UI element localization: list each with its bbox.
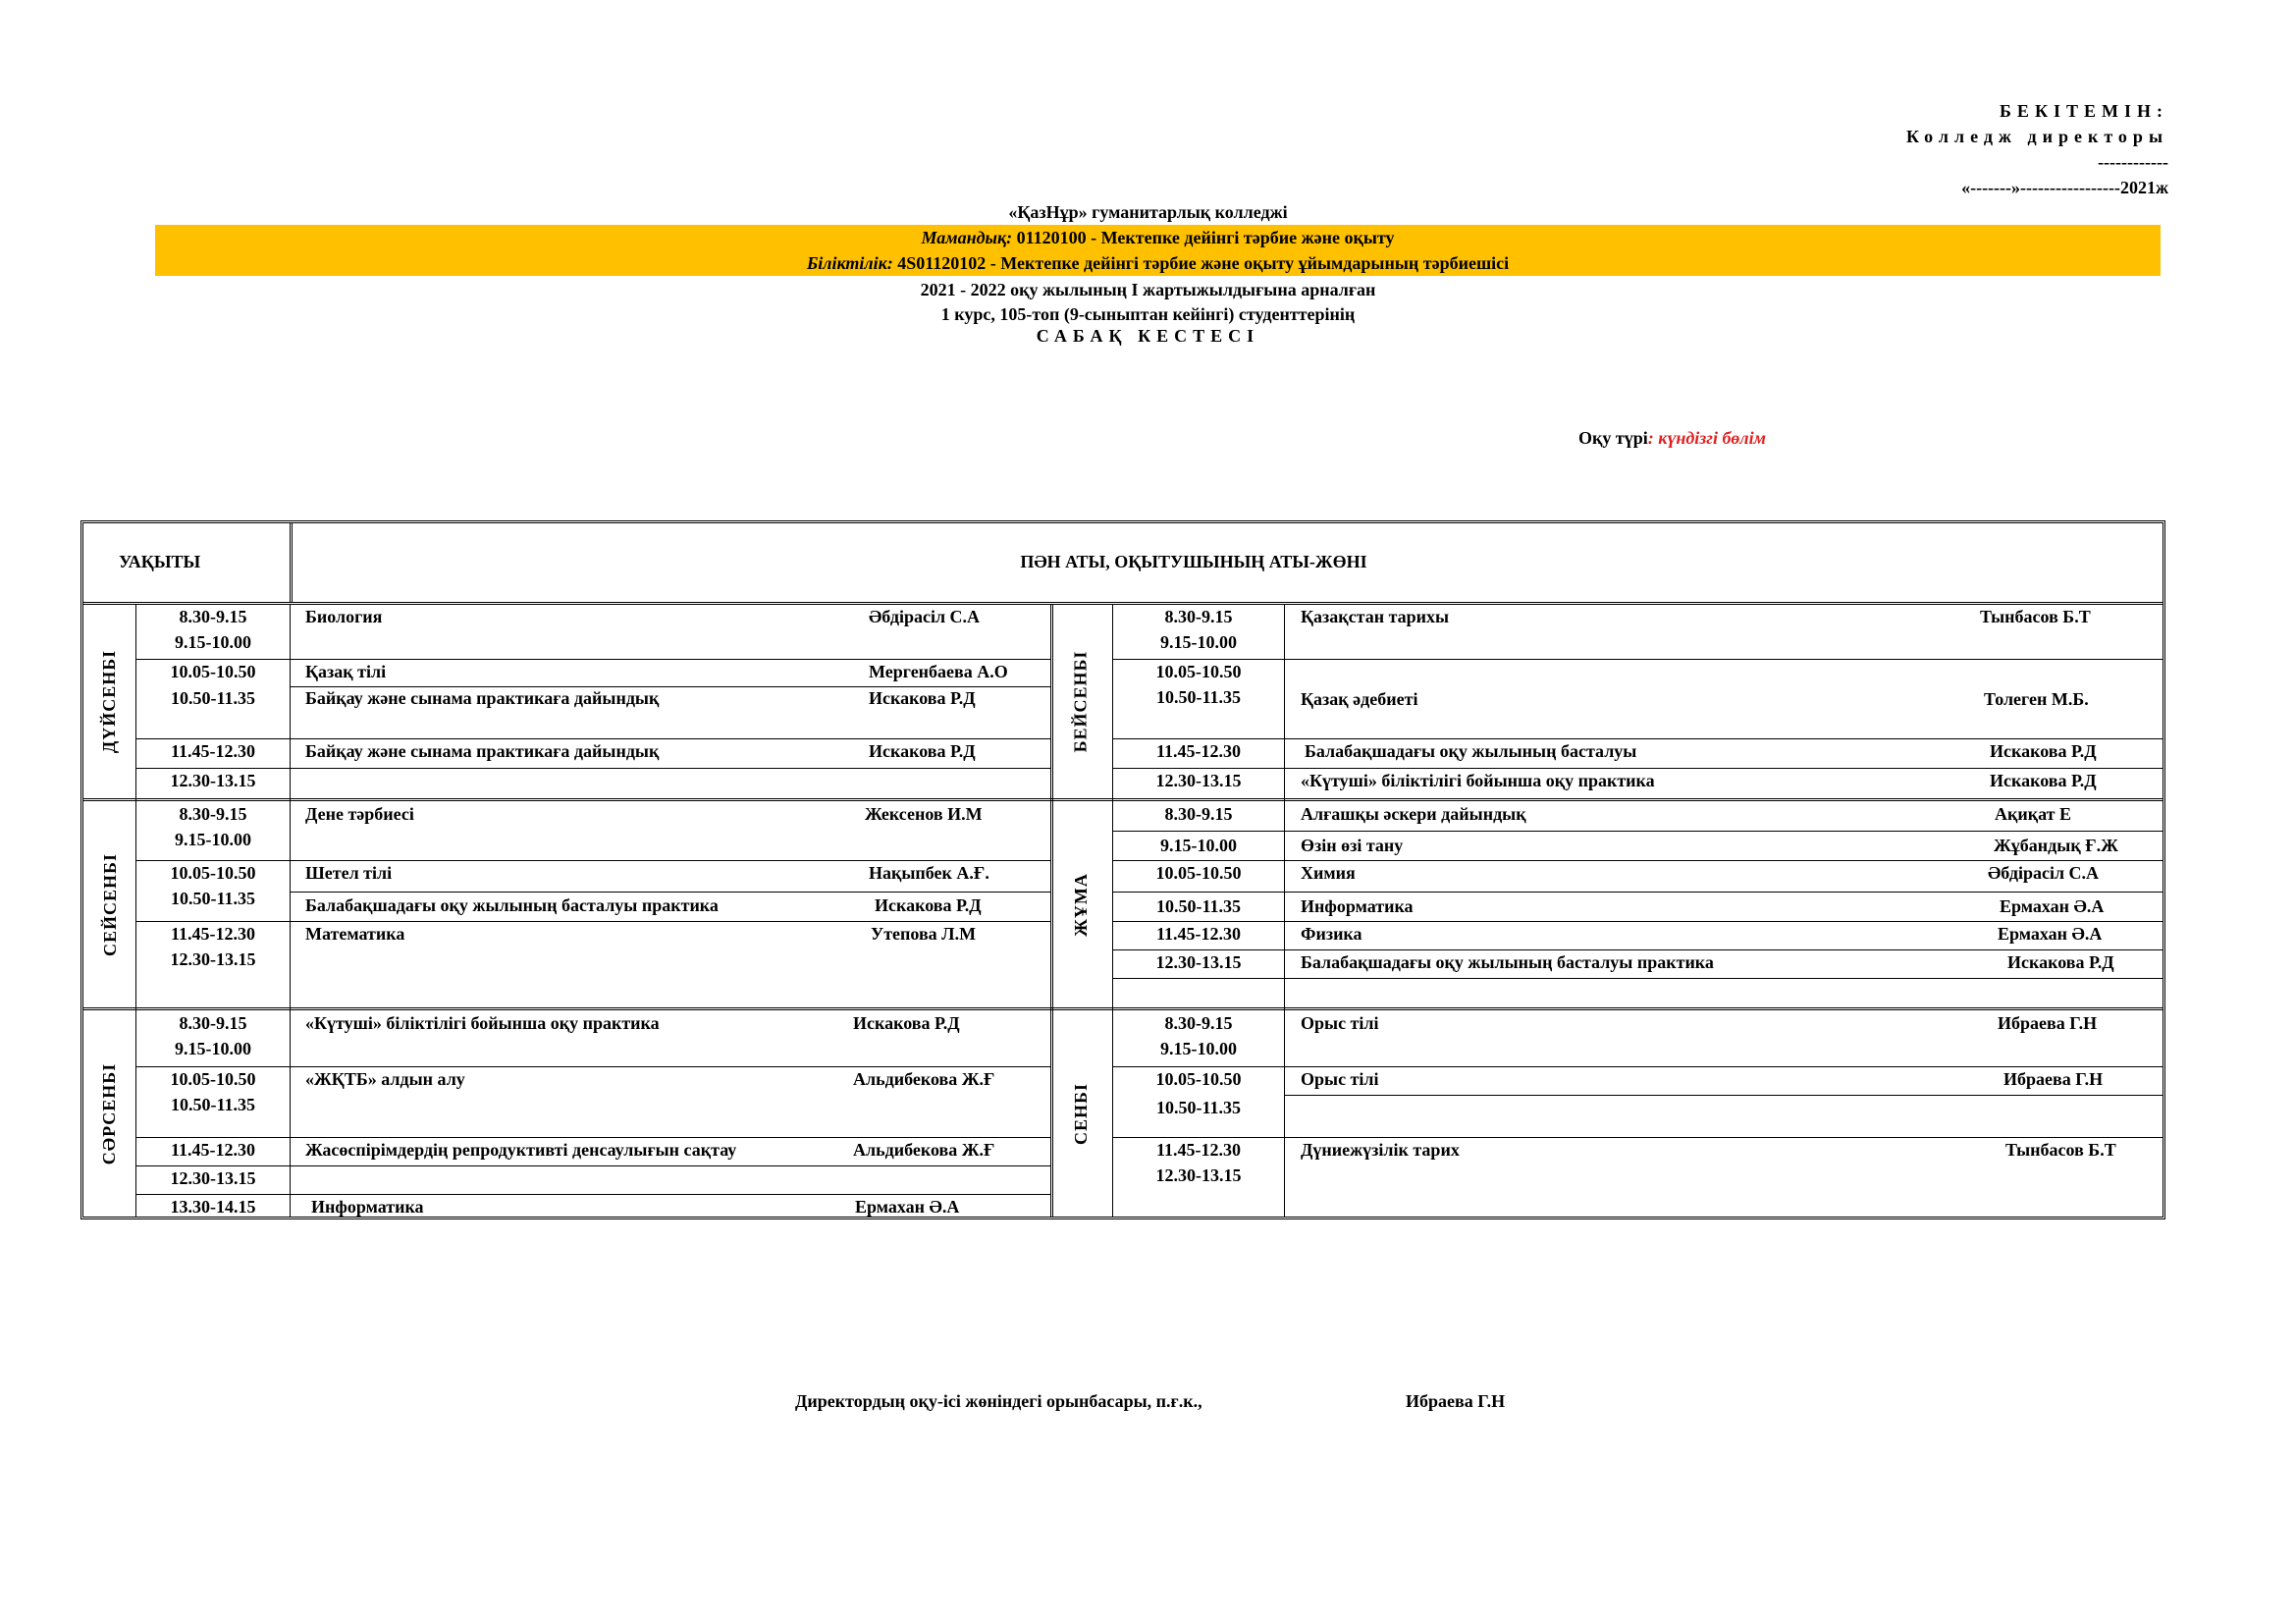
time-slot: 11.45-12.30 — [1155, 1140, 1241, 1160]
college-name: «ҚазНұр» гуманитарлық колледжі — [1008, 202, 1288, 222]
teacher-name: Ермахан Ә.А — [1998, 924, 2103, 944]
day-label-saturday-text: СЕНБІ — [1070, 1082, 1091, 1145]
time-slot: 11.45-12.30 — [170, 1140, 255, 1160]
study-form-label: Оқу түрі — [1578, 428, 1648, 448]
teacher-name: Толеген М.Б. — [1984, 689, 2089, 709]
time-slot: 9.15-10.00 — [175, 1039, 251, 1058]
day-label-tuesday — [86, 801, 133, 1007]
time-slot: 10.05-10.50 — [1155, 863, 1242, 883]
time-slot: 8.30-9.15 — [1164, 1013, 1233, 1033]
teacher-name: Альдибекова Ж.Ғ — [853, 1069, 995, 1089]
time-slot: 12.30-13.15 — [1155, 771, 1242, 790]
subject-name: Информатика — [1301, 896, 1414, 916]
subject-name: Информатика — [311, 1197, 424, 1217]
time-col-line-left — [290, 604, 291, 1217]
subject-name: Дүниежүзілік тарих — [1301, 1140, 1460, 1160]
time-slot: 10.05-10.50 — [1155, 1069, 1242, 1089]
time-slot: 10.50-11.35 — [1155, 896, 1241, 916]
subject-name: Қазақ әдебиеті — [1301, 689, 1418, 709]
time-slot: 9.15-10.00 — [1160, 632, 1237, 652]
approval-signature-line: ------------ — [2098, 152, 2168, 172]
day-label-monday — [86, 604, 133, 798]
time-slot: 10.05-10.50 — [170, 662, 256, 681]
time-col-line-right — [1284, 604, 1285, 1217]
teacher-name: Искакова Р.Д — [2007, 952, 2114, 972]
teacher-name: Утепова Л.М — [871, 924, 977, 944]
time-slot: 9.15-10.00 — [175, 632, 251, 652]
study-form — [1578, 428, 1766, 449]
subject-name: Жасөспірімдердің репродуктивті денсаулығын сақтау — [305, 1140, 737, 1160]
time-slot: 8.30-9.15 — [179, 1013, 247, 1033]
day-label-friday-text: ЖҰМА — [1070, 872, 1091, 937]
teacher-name: Нақыпбек А.Ғ. — [869, 863, 989, 883]
subject-name: Балабақшадағы оқу жылының басталуы — [1305, 741, 1637, 761]
teacher-name: Искакова Р.Д — [853, 1013, 960, 1033]
header-subject: ПӘН АТЫ, ОҚЫТУШЫНЫҢ АТЫ-ЖӨНІ — [1020, 552, 1367, 571]
time-slot: 11.45-12.30 — [1155, 924, 1241, 944]
row-line — [1284, 1095, 2163, 1096]
subject-name: Қазақстан тарихы — [1301, 607, 1450, 626]
teacher-name: Альдибекова Ж.Ғ — [853, 1140, 995, 1160]
teacher-name: Әбдірасіл С.А — [1988, 863, 2100, 883]
subject-name: Байқау және сынама практикаға дайындық — [305, 688, 660, 708]
teacher-name: Ибраева Г.Н — [1998, 1013, 2098, 1033]
time-slot: 9.15-10.00 — [1160, 836, 1237, 855]
header-time: УАҚЫТЫ — [119, 552, 201, 571]
subject-name: Балабақшадағы оқу жылының басталуы практика — [305, 895, 719, 915]
time-slot: 10.50-11.35 — [170, 688, 255, 708]
day-label-wednesday-text: СӘРСЕНБІ — [99, 1062, 120, 1164]
time-slot: 10.05-10.50 — [1155, 662, 1242, 681]
day-label-monday-text: ДҮЙСЕНБІ — [99, 649, 120, 753]
subject-name: Биология — [305, 607, 383, 626]
middle-divider — [1050, 604, 1053, 1217]
time-slot: 13.30-14.15 — [170, 1197, 256, 1217]
footer-position: Директордың оқу-ісі жөніндегі орынбасары, п.ғ.к., — [795, 1391, 1202, 1411]
teacher-name: Тынбасов Б.Т — [2005, 1140, 2116, 1160]
day-label-thursday — [1057, 604, 1104, 798]
subject-name: Орыс тілі — [1301, 1013, 1379, 1033]
time-slot: 11.45-12.30 — [170, 924, 255, 944]
time-slot: 8.30-9.15 — [179, 607, 247, 626]
subject-name: Балабақшадағы оқу жылының басталуы практика — [1301, 952, 1714, 972]
time-slot: 11.45-12.30 — [170, 741, 255, 761]
teacher-name: Искакова Р.Д — [869, 741, 976, 761]
day-col-line-right — [1112, 604, 1113, 1217]
subject-name: Қазақ тілі — [305, 662, 387, 681]
academic-year-line: 2021 - 2022 оқу жылының І жартыжылдығына арналған — [920, 280, 1376, 299]
time-slot: 9.15-10.00 — [175, 830, 251, 849]
teacher-name: Искакова Р.Д — [1990, 741, 2097, 761]
time-slot: 12.30-13.15 — [170, 771, 256, 790]
time-slot: 12.30-13.15 — [1155, 1165, 1242, 1185]
time-slot: 10.50-11.35 — [170, 1095, 255, 1114]
subject-name: Өзін өзі тану — [1301, 836, 1404, 855]
time-slot: 12.30-13.15 — [1155, 952, 1242, 972]
time-slot: 10.05-10.50 — [170, 863, 256, 883]
time-slot: 10.50-11.35 — [1155, 687, 1241, 707]
header-bottom-border — [83, 602, 2163, 605]
header-divider — [290, 523, 293, 602]
time-slot: 9.15-10.00 — [1160, 1039, 1237, 1058]
footer-name: Ибраева Г.Н — [1406, 1391, 1506, 1411]
subject-name: Шетел тілі — [305, 863, 393, 883]
approval-title: БЕКІТЕМІН: — [2000, 101, 2168, 121]
time-slot: 8.30-9.15 — [1164, 607, 1233, 626]
time-slot: 8.30-9.15 — [1164, 804, 1233, 824]
qualification-band — [155, 250, 2161, 276]
subject-name: Физика — [1301, 924, 1362, 944]
teacher-name: Ақиқат Е — [1995, 804, 2071, 824]
row-line — [1112, 978, 2163, 979]
teacher-name: Ибраева Г.Н — [2003, 1069, 2104, 1089]
row-line — [1112, 892, 2163, 893]
teacher-name: Искакова Р.Д — [1990, 771, 2097, 790]
time-slot: 8.30-9.15 — [179, 804, 247, 824]
time-slot: 10.50-11.35 — [1155, 1098, 1241, 1117]
day-label-tuesday-text: СЕЙСЕНБІ — [99, 852, 120, 956]
teacher-name: Ермахан Ә.А — [855, 1197, 960, 1217]
subject-name: «Күтуші» біліктілігі бойынша оқу практика — [1301, 771, 1655, 790]
teacher-name: Әбдірасіл С.А — [869, 607, 981, 626]
teacher-name: Мергенбаева А.О — [869, 662, 1008, 681]
subject-name: Химия — [1301, 863, 1356, 883]
day-label-friday — [1057, 801, 1104, 1007]
subject-name: Байқау және сынама практикаға дайындық — [305, 741, 660, 761]
day-label-wednesday — [86, 1010, 133, 1217]
row-line — [1112, 831, 2163, 832]
day-col-line-left — [135, 604, 136, 1217]
subject-name: «Күтуші» біліктілігі бойынша оқу практика — [305, 1013, 660, 1033]
time-slot: 10.50-11.35 — [170, 889, 255, 908]
subject-name: Алғашқы әскери дайындық — [1301, 804, 1526, 824]
group-line: 1 курс, 105-топ (9-сыныптан кейінгі) студенттерінің — [940, 304, 1356, 324]
day-label-thursday-text: БЕЙСЕНБІ — [1070, 650, 1091, 752]
time-slot: 11.45-12.30 — [1155, 741, 1241, 761]
approval-date-line: «-------»-----------------2021ж — [1961, 178, 2168, 197]
study-form-value: : күндізгі бөлім — [1647, 428, 1766, 448]
subject-name: «ЖҚТБ» алдын алу — [305, 1069, 465, 1089]
qualification-value: 4S01120102 - Мектепке дейінгі тәрбие және оқыту ұйымдарының тәрбиешісі — [892, 253, 1510, 273]
teacher-name: Тынбасов Б.Т — [1980, 607, 2091, 626]
subject-name: Математика — [305, 924, 405, 944]
specialty-band — [155, 225, 2161, 250]
qualification-label: Біліктілік: — [806, 253, 893, 273]
teacher-name: Жексенов И.М — [865, 804, 983, 824]
schedule-table — [80, 520, 2165, 1219]
schedule-title: САБАҚ КЕСТЕСІ — [1036, 326, 1260, 346]
time-slot: 10.05-10.50 — [170, 1069, 256, 1089]
time-slot: 12.30-13.15 — [170, 949, 256, 969]
teacher-name: Искакова Р.Д — [875, 895, 982, 915]
teacher-name: Ермахан Ә.А — [2000, 896, 2105, 916]
day-label-saturday — [1057, 1010, 1104, 1217]
subject-name: Дене тәрбиесі — [305, 804, 414, 824]
teacher-name: Жұбандық Ғ.Ж — [1994, 836, 2118, 855]
specialty-value: 01120100 - Мектепке дейінгі тәрбие және оқыту — [1012, 228, 1395, 247]
approval-director: Колледж директоры — [1905, 127, 2168, 146]
teacher-name: Искакова Р.Д — [869, 688, 976, 708]
time-slot: 12.30-13.15 — [170, 1168, 256, 1188]
subject-name: Орыс тілі — [1301, 1069, 1379, 1089]
specialty-label: Мамандық: — [921, 228, 1013, 247]
approval-block — [1906, 98, 2168, 200]
